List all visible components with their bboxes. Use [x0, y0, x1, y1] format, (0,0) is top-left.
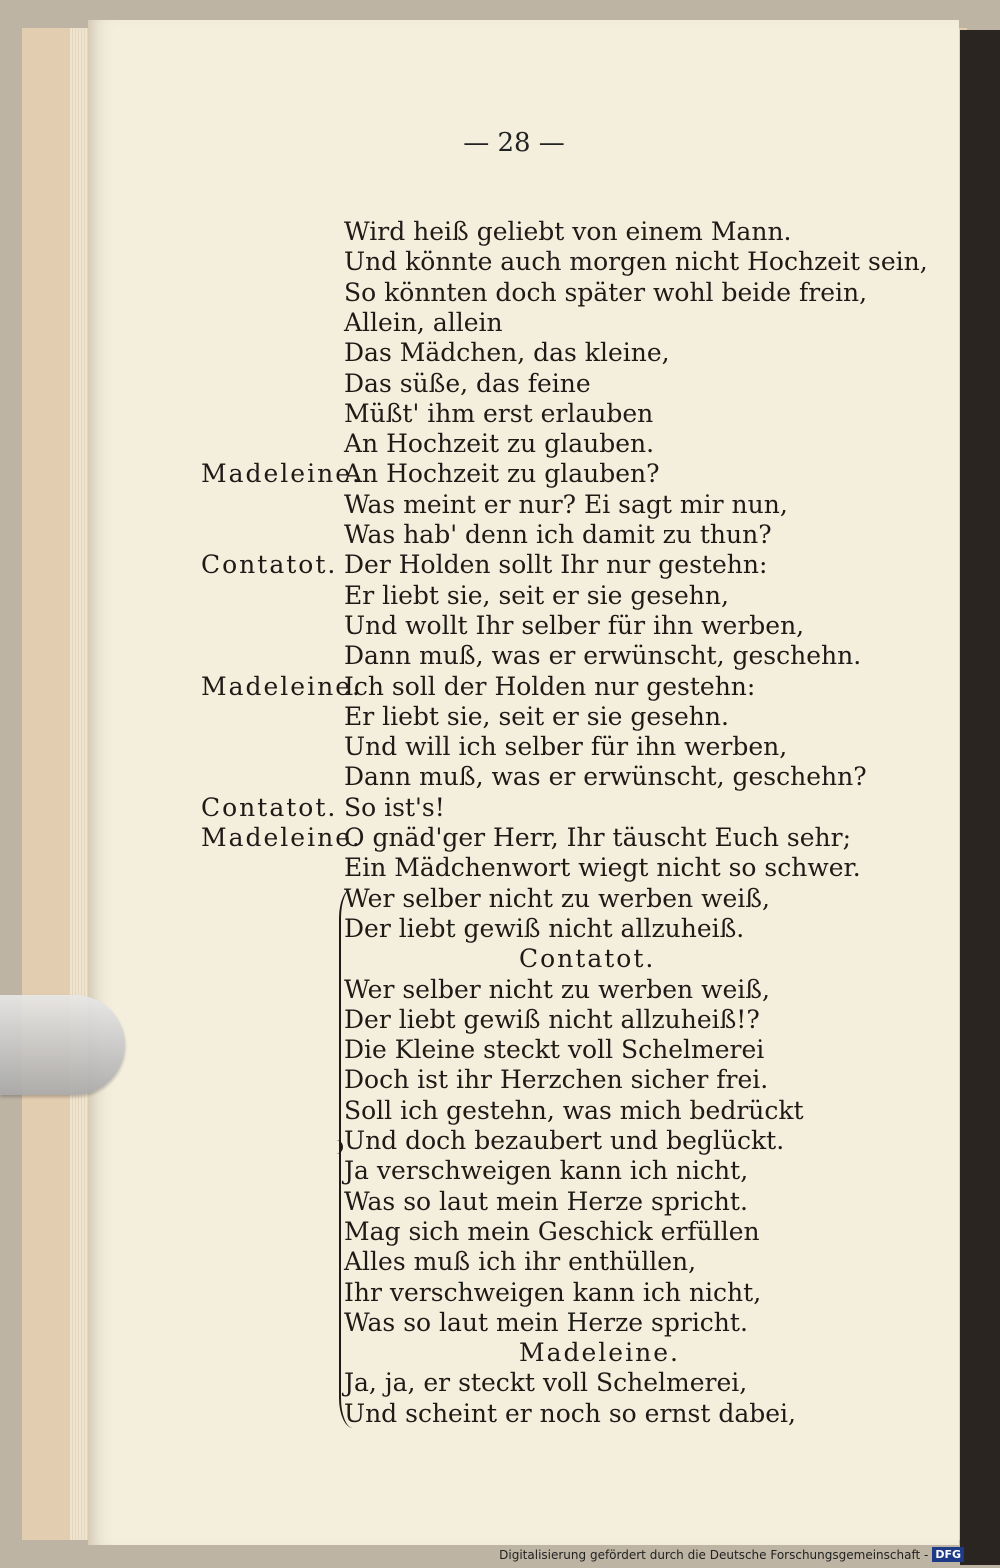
verse-line: Er liebt sie, seit er sie gesehn, [344, 580, 729, 610]
verse-line: So könnten doch später wohl beide frein, [344, 277, 868, 307]
speaker-name: Madeleine. [201, 823, 362, 852]
verse-line: Das süße, das feine [344, 368, 591, 398]
speaker-heading: Contatot. [519, 944, 656, 974]
verse-line: Der liebt gewiß nicht allzuheiß. [344, 913, 745, 943]
speaker-name: Contatot. [201, 792, 338, 822]
speaker-heading: Madeleine. [519, 1338, 680, 1368]
verse-line: Soll ich gestehn, was mich bedrückt [344, 1095, 804, 1125]
verse-line: Und könnte auch morgen nicht Hochzeit sein, [344, 247, 928, 277]
verse-line: Ein Mädchenwort wiegt nicht so schwer. [344, 853, 861, 883]
verse-line: Was so laut mein Herze spricht. [344, 1307, 748, 1337]
verse-line: Müßt' ihm erst erlauben [344, 398, 654, 428]
verse-line: Ich soll der Holden nur gestehn: [344, 671, 756, 701]
verse-line: An Hochzeit zu glauben? [344, 459, 660, 489]
verse-line: Der liebt gewiß nicht allzuheiß!? [344, 1004, 760, 1034]
verse-line: Alles muß ich ihr enthüllen, [344, 1247, 697, 1277]
book-page [88, 20, 959, 1545]
footer-text: Digitalisierung gefördert durch die Deutsche Forschungsgemeinschaft - [499, 1547, 929, 1562]
verse-line: So ist's! [344, 792, 445, 822]
verse-line: Dann muß, was er erwünscht, geschehn? [344, 762, 867, 792]
footer [499, 1547, 964, 1562]
verse-line: Doch ist ihr Herzchen sicher frei. [344, 1065, 769, 1095]
verse-line: Was hab' denn ich damit zu thun? [344, 520, 772, 549]
verse-line: Und scheint er noch so ernst dabei, [344, 1398, 796, 1428]
verse-line: Wer selber nicht zu werben weiß, [344, 974, 770, 1004]
verse-line: Und wollt Ihr selber für ihn werben, [344, 610, 805, 640]
verse-line: Dann muß, was er erwünscht, geschehn. [344, 641, 862, 671]
speaker-name: Madeleine. [201, 671, 362, 701]
verse-line: Das Mädchen, das kleine, [344, 338, 670, 368]
page-clip [0, 995, 125, 1095]
speaker-name: Madeleine. [201, 459, 362, 489]
verse-line: Wird heiß geliebt von einem Mann. [344, 217, 792, 246]
verse-line: Ihr verschweigen kann ich nicht, [344, 1277, 762, 1307]
verse-line: An Hochzeit zu glauben. [344, 429, 655, 459]
duet-bracket-tip [329, 1140, 343, 1154]
verse-line: Und doch bezaubert und beglückt. [344, 1126, 785, 1155]
verse-line: Was so laut mein Herze spricht. [344, 1186, 748, 1216]
page-number: — 28 — [463, 128, 565, 158]
verse-line: Und will ich selber für ihn werben, [344, 732, 788, 762]
book-spine [960, 30, 1000, 1565]
verse-line: O gnäd'ger Herr, Ihr täuscht Euch sehr; [344, 823, 852, 852]
verse-line: Der Holden sollt Ihr nur gestehn: [344, 550, 768, 580]
speaker-name: Contatot. [201, 550, 338, 580]
verse-line: Ja, ja, er steckt voll Schelmerei, [344, 1368, 748, 1398]
verse-line: Er liebt sie, seit er sie gesehn. [344, 701, 729, 731]
verse-line: Was meint er nur? Ei sagt mir nun, [344, 489, 788, 519]
verse-line: Die Kleine steckt voll Schelmerei [344, 1035, 765, 1065]
verse-line: Ja verschweigen kann ich nicht, [344, 1156, 749, 1186]
verse-line: Wer selber nicht zu werben weiß, [344, 883, 770, 913]
page-edges [70, 28, 90, 1540]
duet-bracket [339, 888, 355, 1428]
verse-line: Mag sich mein Geschick erfüllen [344, 1216, 760, 1246]
verse-line: Allein, allein [344, 307, 503, 337]
dfg-logo: DFG [932, 1547, 964, 1562]
